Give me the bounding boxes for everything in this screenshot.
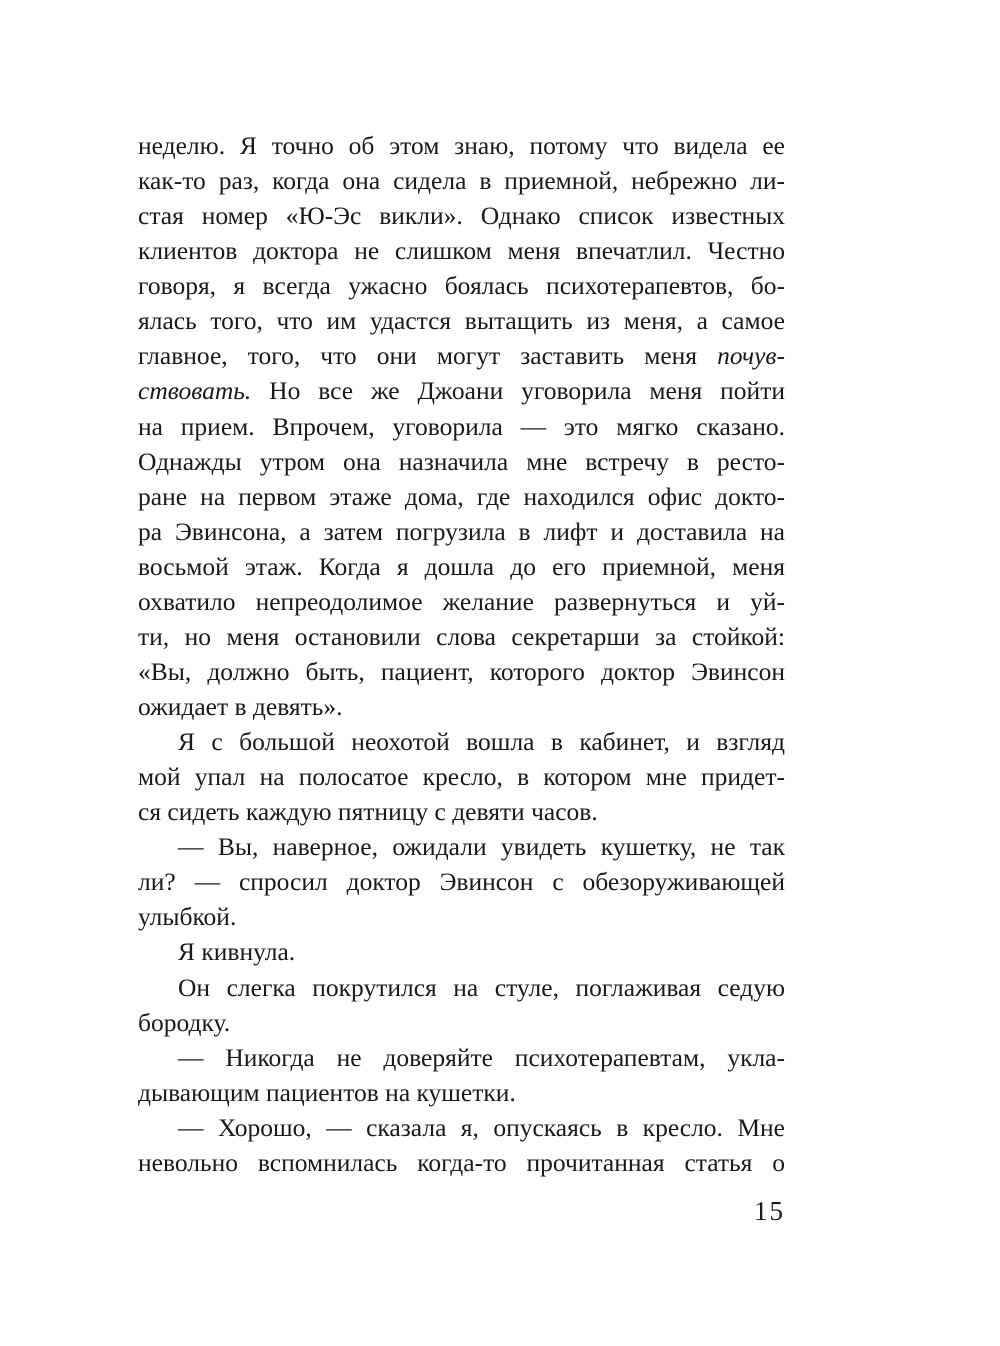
paragraph — [138, 1040, 785, 1110]
text-run: Однажды утром она назначила мне встречу в ресто- — [138, 446, 785, 476]
text-line — [138, 268, 785, 303]
text-line — [138, 409, 785, 444]
text-run: охватило непреодолимое желание развернуться и уй- — [138, 586, 785, 616]
text-line — [138, 794, 785, 829]
text-line — [138, 549, 785, 584]
body-text — [138, 128, 785, 1180]
paragraph — [138, 1110, 785, 1180]
text-run: ли? — спросил доктор Эвинсон с обезоруживающей — [138, 867, 785, 897]
text-line — [138, 338, 785, 373]
text-run: ялась того, что им удастся вытащить из меня, а самое — [138, 306, 785, 336]
text-run: стая номер «Ю-Эс викли». Однако список известных — [138, 201, 785, 231]
text-line — [138, 829, 785, 864]
text-run: неделю. Я точно об этом знаю, потому что видела ее — [138, 131, 785, 160]
text-run: ти, но меня остановили слова секретарши за стойкой: — [138, 621, 785, 651]
text-run: — Хорошо, — сказала я, опускаясь в кресло. Мне — [178, 1112, 785, 1142]
page-number: 15 — [754, 1196, 785, 1226]
text-line — [138, 163, 785, 198]
italic-text: ствовать. — [138, 376, 252, 406]
text-run: Я кивнула. — [178, 937, 296, 967]
text-run: ра Эвинсона, а затем погрузила в лифт и доставила на — [138, 516, 785, 546]
paragraph — [138, 934, 785, 969]
text-run: восьмой этаж. Когда я дошла до его приемной, меня — [138, 551, 785, 581]
text-run: — Никогда не доверяйте психотерапевтам, укла- — [178, 1042, 785, 1072]
italic-text: почув- — [717, 341, 785, 371]
text-run: ране на первом этаже дома, где находился офис докто- — [138, 481, 785, 511]
text-line — [138, 654, 785, 689]
text-run: мой упал на полосатое кресло, в котором мне придет- — [138, 762, 785, 792]
text-run: как-то раз, когда она сидела в приемной, небрежно ли- — [138, 166, 785, 196]
text-run: Я с большой неохотой вошла в кабинет, и взгляд — [178, 727, 785, 757]
text-line — [138, 479, 785, 514]
text-line — [138, 899, 785, 934]
text-run: ся сидеть каждую пятницу с девяти часов. — [138, 797, 598, 827]
text-line — [138, 444, 785, 479]
text-run: бородку. — [138, 1007, 231, 1037]
text-line — [138, 1005, 785, 1040]
text-run: Но все же Джоани уговорила меня пойти — [251, 376, 785, 406]
text-run: «Вы, должно быть, пациент, которого доктор Эвинсон — [138, 656, 785, 686]
text-run: на прием. Впрочем, уговорила — это мягко сказано. — [138, 411, 785, 441]
text-line — [138, 970, 785, 1005]
text-run: главное, того, что они могут заставить меня — [138, 341, 718, 371]
paragraph — [138, 970, 785, 1040]
text-line — [138, 233, 785, 268]
paragraph — [138, 829, 785, 934]
text-line — [138, 303, 785, 338]
text-run: говоря, я всегда ужасно боялась психотерапевтов, бо- — [138, 271, 785, 301]
text-line — [138, 514, 785, 549]
text-line — [138, 619, 785, 654]
text-run: улыбкой. — [138, 902, 237, 932]
paragraph — [138, 128, 785, 724]
text-line — [138, 724, 785, 759]
text-line — [138, 1110, 785, 1145]
text-run: ожидает в девять». — [138, 692, 343, 721]
text-line — [138, 1040, 785, 1075]
text-line — [138, 689, 785, 724]
text-line — [138, 934, 785, 969]
text-line — [138, 864, 785, 899]
text-line — [138, 128, 785, 163]
text-run: невольно вспомнилась когда-то прочитанная статья о — [138, 1147, 785, 1177]
text-line — [138, 373, 785, 408]
text-line — [138, 198, 785, 233]
text-line — [138, 759, 785, 794]
text-line — [138, 1075, 785, 1110]
text-line — [138, 584, 785, 619]
paragraph — [138, 724, 785, 829]
text-run: — Вы, наверное, ожидали увидеть кушетку, не так — [178, 832, 785, 862]
text-line — [138, 1145, 785, 1180]
text-run: дывающим пациентов на кушетки. — [138, 1077, 516, 1107]
text-run: Он слегка покрутился на стуле, поглаживая седую — [178, 972, 785, 1002]
text-run: клиентов доктора не слишком меня впечатлил. Честно — [138, 236, 785, 266]
